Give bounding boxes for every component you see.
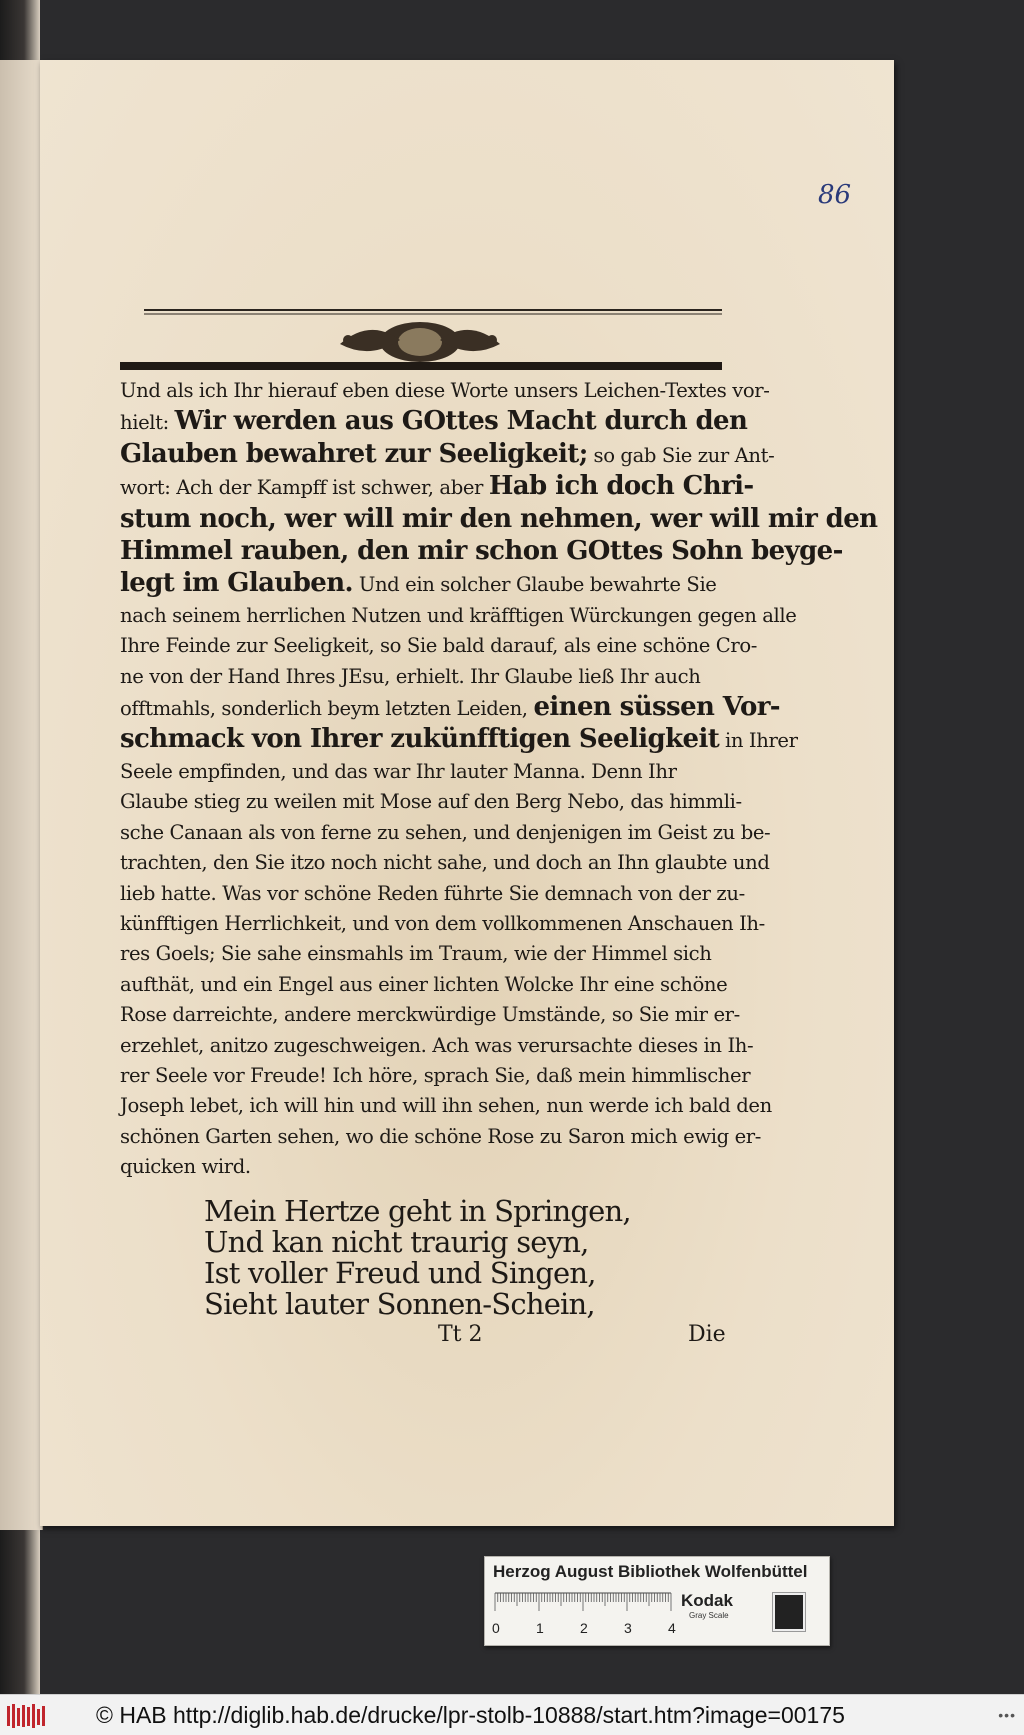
- text-line: [120, 376, 770, 406]
- book-page: [40, 60, 894, 1526]
- text-run: Und als ich Ihr hierauf eben diese Worte unsers Leichen-Textes vor-: [120, 379, 770, 402]
- text-line: [120, 662, 730, 692]
- text-line: [120, 939, 730, 969]
- text-line: [120, 438, 775, 471]
- hab-logo-icon[interactable]: [6, 1703, 46, 1729]
- text-line: [120, 503, 878, 536]
- gray-scale-label: Gray Scale: [689, 1611, 729, 1620]
- text-run: nach seinem herrlichen Nutzen und kräfftigen Würckungen gegen alle: [120, 603, 797, 627]
- text-run: erzehlet, anitzo zugeschweigen. Ach was verursachte dieses in Ih-: [120, 1033, 754, 1057]
- text-line: [120, 1091, 772, 1121]
- emphasized-text: einen süssen Vor-: [533, 692, 781, 723]
- text-run: offtmahls, sonderlich beym letzten Leiden,: [120, 697, 534, 721]
- text-run: Ihre Feinde zur Seeligkeit, so Sie bald darauf, als eine schöne Cro-: [120, 634, 757, 658]
- emphasized-text: Hab ich doch Chri-: [488, 471, 754, 502]
- emphasized-text: Glauben bewahret zur Seeligkeit;: [120, 438, 588, 469]
- text-run: in Ihrer: [719, 729, 798, 753]
- text-line: [120, 1000, 740, 1030]
- text-run: wort: Ach der Kampff ist schwer, aber: [120, 476, 489, 500]
- catchword: Die: [688, 1322, 726, 1347]
- text-line: [120, 724, 798, 756]
- text-run: künfftigen Herrlichkeit, und von dem vollkommenen Anschauen Ih-: [120, 911, 765, 935]
- verse-stanza: [204, 1194, 631, 1321]
- scale-number: 4: [668, 1620, 676, 1636]
- kodak-brand: Kodak: [681, 1591, 733, 1610]
- verse-line: Ist voller Freud und Singen,: [204, 1256, 596, 1290]
- text-line: [120, 1061, 751, 1091]
- text-line: [120, 909, 765, 939]
- text-run: schönen Garten sehen, wo die schöne Rose zu Saron mich ewig er-: [120, 1124, 761, 1148]
- more-menu[interactable]: •••: [998, 1707, 1016, 1723]
- verse-line: Und kan nicht traurig seyn,: [204, 1225, 589, 1259]
- text-line: [120, 631, 757, 661]
- scale-number: 2: [580, 1620, 588, 1636]
- text-run: ne von der Hand Ihres JEsu, erhielt. Ihr Glaube ließ Ihr auch: [120, 664, 701, 688]
- body-text: [120, 376, 878, 1183]
- text-run: Und ein solcher Glaube bewahrte Sie: [353, 573, 717, 597]
- text-run: quicken wird.: [120, 1155, 251, 1179]
- signature-mark: Tt 2: [438, 1322, 483, 1347]
- emphasized-text: stum noch, wer will mir den nehmen, wer will mir den: [120, 503, 878, 534]
- text-run: aufthät, und ein Engel aus einer lichten Wolcke Ihr eine schöne: [120, 972, 728, 996]
- viewer-footer: [0, 1694, 1024, 1735]
- text-run: Joseph lebet, ich will hin und will ihn sehen, nun werde ich bald den: [120, 1094, 772, 1118]
- text-line: [120, 1152, 730, 1182]
- scale-number: 0: [492, 1620, 500, 1636]
- text-line: [120, 601, 797, 631]
- text-line: [120, 471, 754, 503]
- text-line: [120, 848, 770, 878]
- emphasized-text: schmack von Ihrer zukünfftigen Seeligkeit: [120, 724, 720, 755]
- text-line: [120, 536, 843, 568]
- facing-page-edge: [0, 60, 43, 1530]
- text-line: [120, 787, 742, 817]
- source-url[interactable]: © HAB http://diglib.hab.de/drucke/lpr-stolb-10888/start.htm?image=00175: [96, 1702, 845, 1728]
- text-run: Seele empfinden, und das war Ihr lauter Manna. Denn Ihr: [120, 759, 677, 783]
- text-run: trachten, den Sie itzo noch nicht sahe, und doch an Ihn glaubte und: [120, 851, 770, 875]
- text-run: hielt:: [120, 411, 175, 435]
- verse-line: Sieht lauter Sonnen-Schein,: [204, 1287, 595, 1321]
- emphasized-text: Wir werden aus GOttes Macht durch den: [174, 406, 748, 437]
- text-line: [120, 818, 771, 848]
- text-run: Rose darreichte, andere merckwürdige Umstände, so Sie mir er-: [120, 1003, 740, 1027]
- verse-line: Mein Hertze geht in Springen,: [204, 1194, 631, 1228]
- text-line: [120, 568, 730, 600]
- headpiece-ornament: [120, 300, 722, 374]
- text-run: res Goels; Sie sahe einsmahls im Traum, wie der Himmel sich: [120, 942, 712, 966]
- text-line: [120, 1122, 761, 1152]
- text-line: [120, 879, 745, 909]
- text-run: rer Seele vor Freude! Ich höre, sprach Sie, daß mein himmlischer: [120, 1063, 751, 1087]
- folio-number: 86: [818, 180, 852, 210]
- emphasized-text: Himmel rauben, den mir schon GOttes Sohn beyge-: [120, 536, 843, 567]
- scale-ruler: [491, 1589, 681, 1641]
- scale-number: 3: [624, 1620, 632, 1636]
- gray-swatch: [773, 1593, 805, 1631]
- library-name: Herzog August Bibliothek Wolfenbüttel: [493, 1562, 808, 1581]
- text-run: sche Canaan als von ferne zu sehen, und denjenigen im Geist zu be-: [120, 820, 771, 844]
- scale-number: 1: [536, 1620, 544, 1636]
- text-run: lieb hatte. Was vor schöne Reden führte Sie demnach von der zu-: [120, 881, 745, 905]
- text-run: so gab Sie zur Ant-: [587, 443, 775, 467]
- emphasized-text: legt im Glauben.: [120, 568, 354, 599]
- text-line: [120, 406, 748, 438]
- text-line: [120, 757, 730, 787]
- text-line: [120, 692, 781, 724]
- text-line: [120, 1031, 754, 1061]
- text-run: Glaube stieg zu weilen mit Mose auf den Berg Nebo, das himmli-: [120, 790, 742, 814]
- kodak-color-target: [484, 1556, 830, 1646]
- text-line: [120, 970, 730, 1000]
